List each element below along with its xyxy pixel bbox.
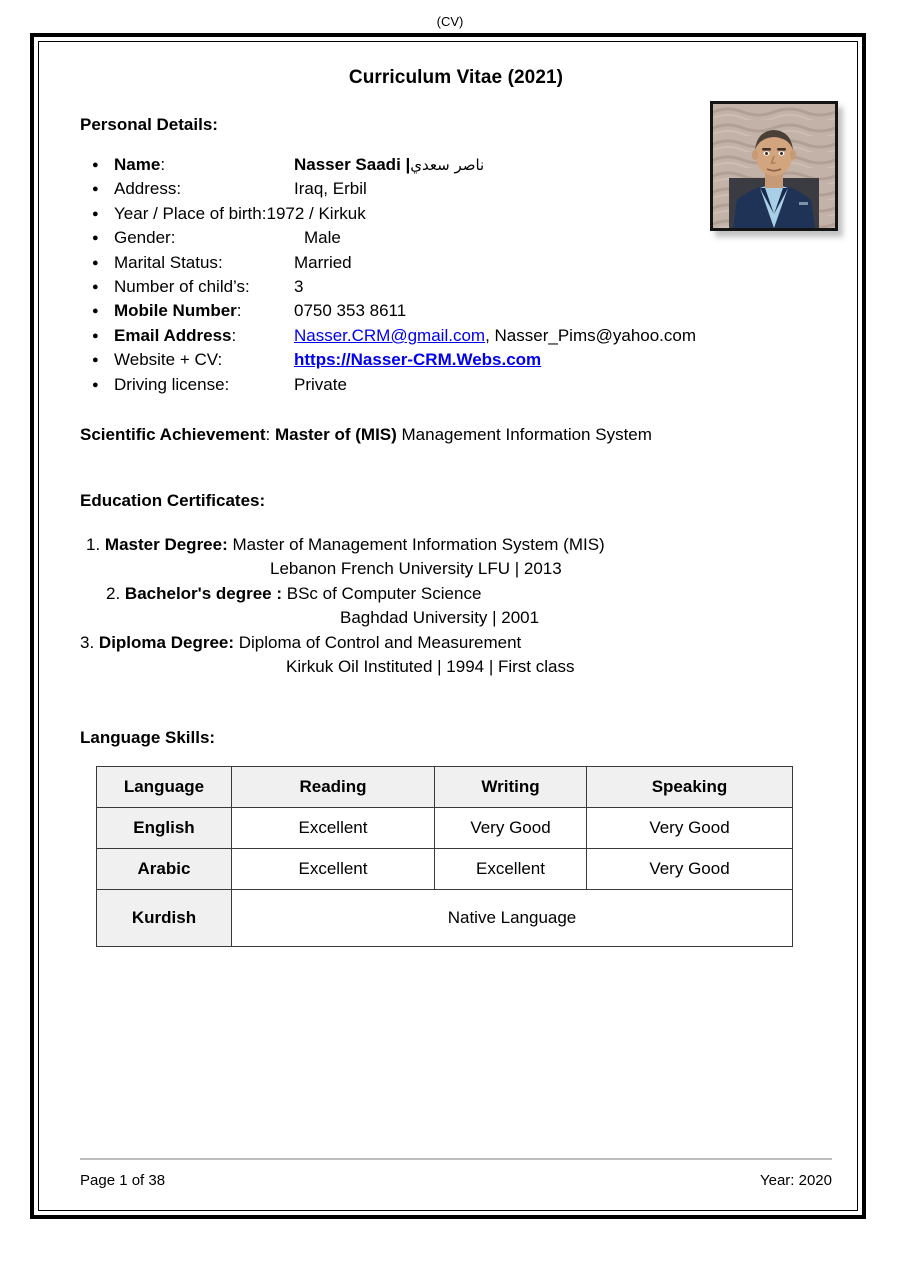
education-number: 3. bbox=[80, 632, 95, 652]
detail-label: Driving license bbox=[114, 374, 225, 394]
detail-colon: : bbox=[176, 179, 182, 199]
education-detail: BSc of Computer Science bbox=[282, 583, 482, 603]
detail-colon: : bbox=[170, 228, 176, 248]
education-detail: Diploma of Control and Measurement bbox=[234, 632, 522, 652]
cell-language: English bbox=[97, 807, 232, 848]
section-heading-education-certificates: Education Certificates: bbox=[80, 491, 266, 511]
detail-colon: : bbox=[236, 301, 242, 321]
cell-reading: Excellent bbox=[232, 848, 435, 889]
section-heading-personal-details: Personal Details: bbox=[80, 115, 218, 134]
detail-colon: : bbox=[261, 203, 267, 223]
list-item-mobile-number bbox=[80, 299, 832, 323]
detail-label: Name bbox=[114, 155, 161, 174]
column-header-writing: Writing bbox=[435, 766, 587, 807]
table-row bbox=[97, 889, 793, 946]
detail-colon: : bbox=[217, 350, 223, 370]
education-degree: Master Degree: bbox=[104, 535, 228, 555]
detail-value: 0750 353 8611 bbox=[294, 301, 407, 321]
cell-language: Kurdish bbox=[97, 889, 232, 946]
education-degree: Diploma Degree: bbox=[98, 632, 235, 652]
cell-writing: Very Good bbox=[435, 807, 587, 848]
page-title-year: (2021) bbox=[507, 67, 564, 88]
scientific-achievement bbox=[80, 423, 832, 447]
detail-label: Address bbox=[114, 179, 177, 199]
column-header-reading: Reading bbox=[232, 766, 435, 807]
list-item-number-of-children bbox=[80, 275, 832, 299]
detail-value: Private bbox=[294, 374, 347, 394]
table-header-row bbox=[97, 766, 793, 807]
detail-colon: : bbox=[224, 374, 230, 394]
email-link-gmail[interactable]: Nasser.CRM@gmail.com bbox=[294, 325, 486, 345]
cell-speaking: Very Good bbox=[587, 848, 793, 889]
page-content bbox=[34, 37, 862, 1215]
page-title-main: Curriculum Vitae bbox=[348, 67, 508, 88]
detail-label: Marital Status bbox=[114, 252, 218, 272]
list-item-bachelors-degree bbox=[80, 582, 832, 631]
detail-label: Email Address bbox=[114, 325, 232, 345]
list-item-email-address bbox=[80, 324, 832, 348]
cell-reading: Excellent bbox=[232, 807, 435, 848]
personal-details-list bbox=[80, 153, 832, 397]
list-item-diploma-degree bbox=[80, 631, 832, 680]
cell-speaking: Very Good bbox=[587, 807, 793, 848]
table-row bbox=[97, 807, 793, 848]
education-list bbox=[80, 533, 832, 679]
page-frame bbox=[30, 33, 866, 1219]
detail-value: Nasser Saadi | bbox=[294, 155, 411, 174]
column-header-speaking: Speaking bbox=[587, 766, 793, 807]
detail-label: Gender bbox=[114, 228, 171, 248]
detail-label: Number of child’s bbox=[114, 277, 246, 297]
cell-native-language: Native Language bbox=[232, 889, 793, 946]
education-number: 2. bbox=[106, 583, 121, 603]
page-footer bbox=[80, 1158, 832, 1189]
list-item-master-degree bbox=[80, 533, 832, 582]
education-institution: Kirkuk Oil Instituted | 1994 | First class bbox=[286, 657, 575, 677]
detail-label: Year / Place of birth bbox=[114, 203, 262, 223]
language-skills-table bbox=[96, 766, 793, 947]
detail-colon: : bbox=[245, 277, 250, 297]
section-heading-language-skills: Language Skills: bbox=[80, 727, 216, 747]
footer-year: Year: 2020 bbox=[759, 1172, 832, 1189]
email-secondary: , Nasser_Pims@yahoo.com bbox=[485, 325, 697, 345]
achievement-label: Scientific Achievement bbox=[80, 425, 266, 445]
footer-divider bbox=[80, 1158, 832, 1160]
list-item-year-place-of-birth bbox=[80, 202, 832, 226]
running-head: (CV) bbox=[436, 14, 464, 29]
detail-value: Male bbox=[304, 228, 341, 248]
website-link[interactable]: https://Nasser-CRM.Webs.com bbox=[294, 350, 542, 370]
achievement-rest: Management Information System bbox=[396, 425, 652, 445]
achievement-degree: Master of (MIS) bbox=[274, 425, 397, 445]
education-degree: Bachelor's degree : bbox=[124, 583, 283, 603]
page-number: Page 1 of 38 bbox=[80, 1172, 166, 1189]
detail-value-arabic: ناصر سعدي bbox=[410, 156, 485, 174]
cell-writing: Excellent bbox=[435, 848, 587, 889]
education-institution: Baghdad University | 2001 bbox=[340, 608, 540, 628]
detail-value: 3 bbox=[294, 277, 304, 297]
detail-colon: : bbox=[231, 325, 237, 345]
detail-value: Iraq, Erbil bbox=[294, 179, 367, 199]
education-detail: Master of Management Information System (MIS) bbox=[227, 535, 605, 555]
detail-colon: : bbox=[160, 155, 166, 174]
list-item-address bbox=[80, 177, 832, 201]
education-number: 1. bbox=[86, 535, 101, 555]
list-item-website-cv bbox=[80, 348, 832, 372]
list-item-driving-license bbox=[80, 373, 832, 397]
detail-colon: : bbox=[217, 252, 223, 272]
detail-value: Married bbox=[294, 252, 352, 272]
detail-label: Mobile Number bbox=[114, 301, 237, 321]
achievement-colon: : bbox=[265, 425, 275, 445]
detail-value: 1972 / Kirkuk bbox=[266, 203, 366, 223]
page-title bbox=[80, 67, 832, 89]
table-row bbox=[97, 848, 793, 889]
list-item-gender bbox=[80, 226, 832, 250]
cell-language: Arabic bbox=[97, 848, 232, 889]
list-item-name bbox=[80, 153, 832, 177]
education-institution: Lebanon French University LFU | 2013 bbox=[270, 559, 562, 579]
detail-label: Website + CV bbox=[114, 350, 218, 370]
list-item-marital-status bbox=[80, 251, 832, 275]
column-header-language: Language bbox=[97, 766, 232, 807]
